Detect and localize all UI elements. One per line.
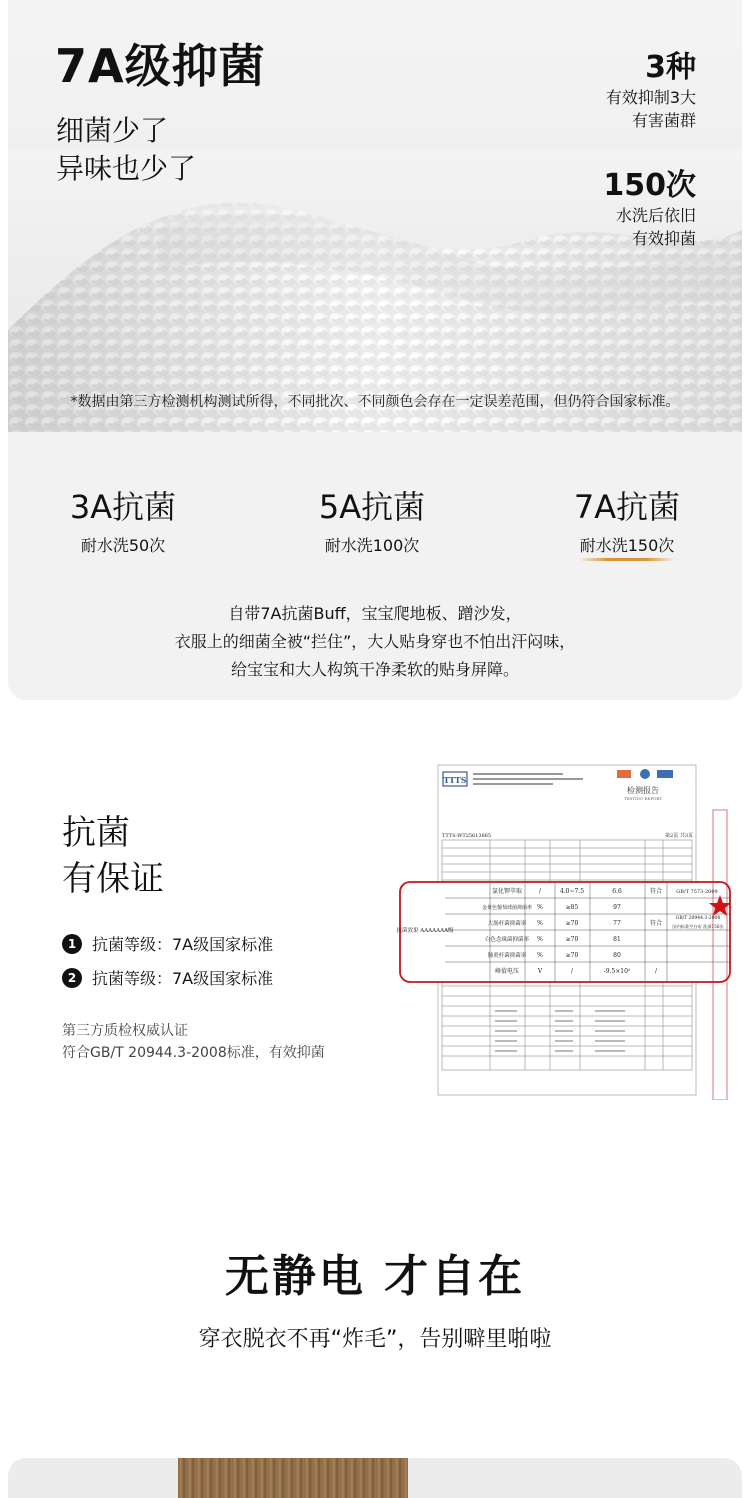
test-report-image — [395, 760, 735, 1100]
certification-note-line2: 符合GB/T 20944.3-2008标准，有效抑菌 — [62, 1045, 325, 1061]
test-disclaimer: *数据由第三方检测机构测试所得，不同批次、不同颜色会存在一定误差范围，但仍符合国家标准。 — [70, 394, 680, 410]
hero-title: 7A级抑菌 — [55, 39, 266, 93]
report-row-verdict: 符合 — [649, 888, 663, 895]
stat-caption-line1: 有效抑制3大 — [605, 88, 696, 107]
report-row-requirement: ≥85 — [565, 904, 579, 911]
grade-label: 3A抗菌 — [69, 488, 177, 526]
report-header-sub: TESTING REPORT — [623, 796, 663, 801]
stat-bacteria-types — [606, 50, 696, 132]
next-section-preview — [8, 1458, 742, 1498]
report-row-requirement: / — [570, 968, 574, 975]
report-number: TTTS-WT25613865 — [442, 833, 492, 839]
report-row-item: 峰值电压 — [494, 968, 520, 975]
report-row-item: 白色念珠菌抑菌率 — [484, 937, 530, 943]
grade-7a — [527, 487, 727, 561]
certification-title-line2: 有保证 — [62, 859, 164, 899]
hero-subtitle-line2: 异味也少了 — [56, 152, 197, 185]
hero-subtitle — [56, 112, 196, 188]
certification-item-text: 抗菌等级：7A级国家标准 — [92, 935, 274, 954]
certification-title-line1: 抗菌 — [62, 813, 130, 853]
report-highlighted-table — [396, 882, 730, 982]
antistatic-subtitle: 穿衣脱衣不再“炸毛”，告别噼里啪啦 — [198, 1327, 552, 1352]
stat-wash-count — [603, 168, 696, 250]
report-row-unit: % — [537, 904, 543, 911]
report-row-item: 大肠杆菌抑菌率 — [487, 921, 527, 927]
stat-caption-line2: 有害菌群 — [631, 111, 696, 130]
report-logo-text: TTTS — [443, 775, 467, 785]
report-row-item: 氯化钾萃取 — [491, 888, 523, 895]
report-row-method: GB/T 7573-2009 — [676, 889, 718, 895]
highlight-underline — [579, 558, 675, 561]
report-row-result: 97 — [613, 904, 621, 911]
report-logo — [443, 772, 467, 786]
grade-wash-count: 耐水洗100次 — [324, 536, 420, 555]
benefit-line3: 给宝宝和大人构筑干净柔软的贴身屏障。 — [230, 660, 519, 679]
report-row-unit: / — [538, 888, 542, 895]
report-row-unit: V — [537, 968, 543, 975]
stat-value: 150次 — [603, 168, 696, 203]
report-row-unit: % — [537, 952, 543, 959]
benefit-line2: 衣服上的细菌全被“拦住”，大人贴身穿也不怕出汗闷味， — [174, 632, 576, 651]
report-row-requirement: 4.0~7.5 — [559, 888, 585, 895]
stat-caption-line2: 有效抑菌 — [631, 229, 696, 248]
report-header-title: 检测报告 — [627, 786, 659, 795]
report-row-item: 肺炎杆菌抑菌率 — [487, 953, 527, 959]
report-row-method: GB/T 20944.3-2008 — [675, 916, 721, 921]
grade-label: 5A抗菌 — [318, 488, 426, 526]
certification-item — [62, 932, 273, 955]
certification-item — [62, 966, 273, 989]
number-badge: 1 — [62, 934, 82, 954]
antibacterial-card — [8, 0, 742, 700]
grade-3a — [23, 487, 223, 556]
report-row-result: 81 — [613, 936, 621, 943]
report-row-result: 77 — [613, 920, 621, 927]
certification-title — [62, 810, 164, 902]
grade-wash-count: 耐水洗50次 — [80, 536, 166, 555]
report-page: 第2页 共3页 — [665, 833, 693, 839]
benefit-line1: 自带7A抗菌Buff，宝宝爬地板、蹭沙发， — [228, 604, 522, 623]
report-row-unit: % — [537, 936, 543, 943]
number-badge: 2 — [62, 968, 82, 988]
report-row-verdict: / — [654, 968, 658, 975]
report-row-result: -9.5×10² — [603, 968, 631, 975]
report-row-verdict: 符合 — [649, 920, 663, 927]
report-row-requirement: ≥70 — [565, 936, 579, 943]
hero-subtitle-line1: 细菌少了 — [56, 114, 169, 147]
antistatic-title: 无静电 才自在 — [224, 1251, 526, 1302]
report-row-unit: % — [537, 920, 543, 927]
report-group-label: 抗菌效果 AAAAAAA级 — [396, 928, 454, 934]
grade-wash-count: 耐水洗150次 — [579, 536, 675, 555]
report-row-item: 金黄色葡萄球菌抑菌率 — [481, 905, 533, 911]
certification-item-text: 抗菌等级：7A级国家标准 — [92, 969, 274, 988]
report-row-result: 6.6 — [612, 888, 622, 895]
wood-panel-image — [178, 1458, 408, 1498]
report-row-result: 80 — [613, 952, 621, 959]
benefit-description — [8, 600, 742, 684]
certification-note — [62, 1020, 325, 1064]
grade-5a — [272, 487, 472, 556]
stat-caption-line1: 水洗后依旧 — [615, 206, 696, 225]
grade-label: 7A抗菌 — [573, 488, 681, 526]
stat-value: 3种 — [645, 50, 696, 85]
hero-banner — [8, 0, 742, 432]
report-row-requirement: ≥70 — [565, 952, 579, 959]
certification-note-line1: 第三方质检权威认证 — [62, 1023, 188, 1039]
report-row-requirement: ≥70 — [565, 920, 579, 927]
report-row-method: 国内标准空白布 洗涤150次 — [672, 924, 724, 929]
